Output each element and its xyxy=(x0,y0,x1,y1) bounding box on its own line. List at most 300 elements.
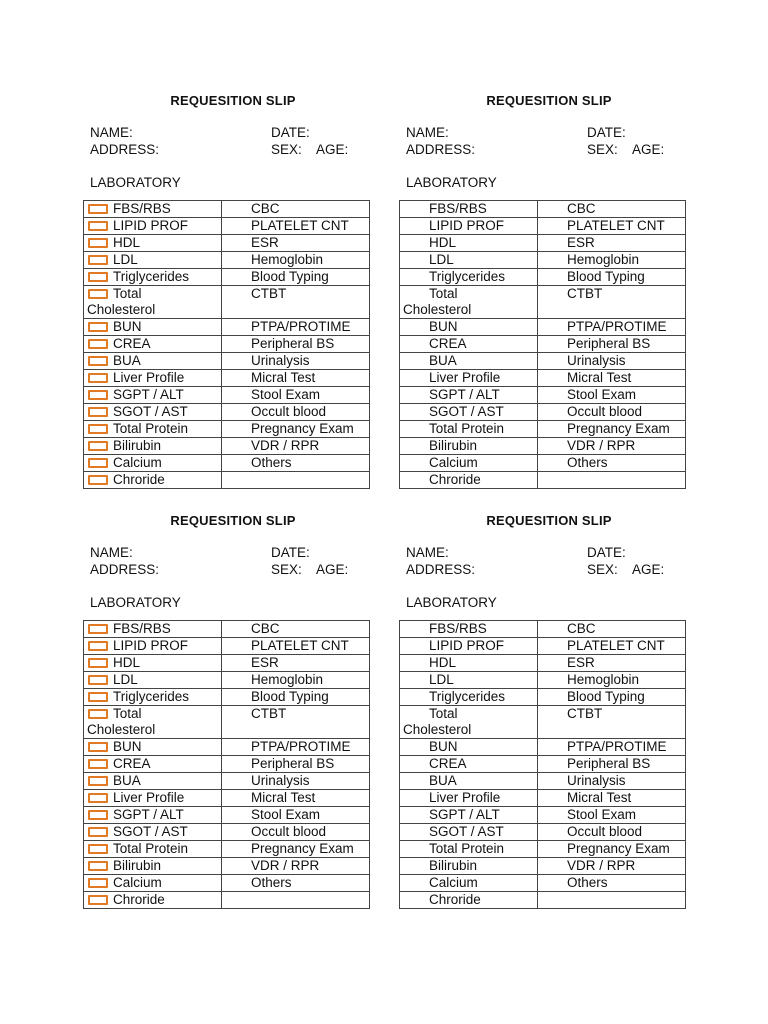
section-label: LABORATORY xyxy=(90,595,181,610)
test-table xyxy=(83,200,370,489)
test-cell-right xyxy=(222,472,370,489)
test-name: SGPT / ALT xyxy=(113,387,184,402)
checkbox-icon[interactable] xyxy=(88,742,108,752)
test-cell-left xyxy=(400,235,538,252)
test-cell-left xyxy=(400,756,538,773)
checkbox-icon[interactable] xyxy=(88,255,108,265)
test-name: Chroride xyxy=(113,472,165,487)
test-row xyxy=(400,773,686,790)
test-row xyxy=(400,824,686,841)
test-cell-right: PTPA/PROTIME xyxy=(222,739,370,756)
checkbox-icon xyxy=(404,475,424,485)
checkbox-icon[interactable] xyxy=(88,356,108,366)
test-name: FBS/RBS xyxy=(113,201,171,216)
test-name: Total Protein xyxy=(113,841,189,856)
date-label: DATE: xyxy=(587,545,626,560)
test-cell-left xyxy=(400,790,538,807)
test-row xyxy=(400,689,686,706)
checkbox-icon xyxy=(404,709,424,719)
test-name: LIPID PROF xyxy=(113,638,189,653)
test-row xyxy=(84,286,370,319)
test-cell-left xyxy=(400,218,538,235)
checkbox-icon xyxy=(404,776,424,786)
test-row xyxy=(400,655,686,672)
checkbox-icon xyxy=(404,407,424,417)
test-name: Calcium xyxy=(113,455,162,470)
test-name: BUN xyxy=(429,319,458,334)
test-cell-right: Others xyxy=(222,455,370,472)
test-cell-right: CBC xyxy=(222,621,370,638)
test-name: BUN xyxy=(429,739,458,754)
test-cell-right xyxy=(222,892,370,909)
section-label: LABORATORY xyxy=(90,175,181,190)
test-cell-right: Urinalysis xyxy=(538,353,686,370)
test-name-continued: Cholesterol xyxy=(87,302,156,317)
test-cell-left xyxy=(84,252,222,269)
test-cell-right: Others xyxy=(222,875,370,892)
test-cell-right: ESR xyxy=(222,655,370,672)
checkbox-icon xyxy=(404,204,424,214)
test-cell-left xyxy=(84,218,222,235)
checkbox-icon[interactable] xyxy=(88,424,108,434)
checkbox-icon[interactable] xyxy=(88,675,108,685)
test-name: HDL xyxy=(429,655,457,670)
address-label: ADDRESS: xyxy=(90,562,160,577)
checkbox-icon[interactable] xyxy=(88,390,108,400)
test-row xyxy=(400,807,686,824)
test-cell-left xyxy=(84,319,222,336)
test-row xyxy=(84,269,370,286)
test-cell-left xyxy=(400,892,538,909)
name-label: NAME: xyxy=(406,125,449,140)
test-row xyxy=(84,807,370,824)
test-cell-right: Blood Typing xyxy=(538,689,686,706)
test-cell-left xyxy=(400,706,538,739)
test-name: Bilirubin xyxy=(113,438,162,453)
checkbox-icon[interactable] xyxy=(88,692,108,702)
checkbox-icon xyxy=(404,759,424,769)
test-cell-right: Occult blood xyxy=(222,404,370,421)
test-cell-right: Urinalysis xyxy=(538,773,686,790)
checkbox-icon[interactable] xyxy=(88,238,108,248)
test-cell-right: CBC xyxy=(538,201,686,218)
test-row xyxy=(84,353,370,370)
checkbox-icon xyxy=(404,810,424,820)
test-cell-right: Stool Exam xyxy=(222,807,370,824)
sex-label: SEX: xyxy=(271,142,302,157)
test-name: HDL xyxy=(113,235,141,250)
test-row xyxy=(84,621,370,638)
checkbox-icon[interactable] xyxy=(88,458,108,468)
test-row xyxy=(84,218,370,235)
test-cell-left xyxy=(400,336,538,353)
checkbox-icon xyxy=(404,641,424,651)
test-cell-left xyxy=(400,655,538,672)
test-row xyxy=(84,790,370,807)
age-label: AGE: xyxy=(632,562,665,577)
test-row xyxy=(84,689,370,706)
test-row xyxy=(400,638,686,655)
slip-title: REQUESITION SLIP xyxy=(170,513,296,528)
test-row xyxy=(84,319,370,336)
checkbox-icon[interactable] xyxy=(88,441,108,451)
checkbox-icon[interactable] xyxy=(88,204,108,214)
test-name: SGOT / AST xyxy=(113,404,188,419)
checkbox-icon xyxy=(404,895,424,905)
test-row xyxy=(400,858,686,875)
test-cell-right: PTPA/PROTIME xyxy=(538,739,686,756)
test-row xyxy=(400,404,686,421)
age-label: AGE: xyxy=(316,562,349,577)
test-row xyxy=(84,336,370,353)
test-row xyxy=(84,773,370,790)
test-row xyxy=(84,756,370,773)
date-label: DATE: xyxy=(587,125,626,140)
checkbox-icon xyxy=(404,878,424,888)
test-name-continued: Cholesterol xyxy=(403,722,472,737)
test-name: Triglycerides xyxy=(429,269,506,284)
checkbox-icon[interactable] xyxy=(88,844,108,854)
test-cell-right: Blood Typing xyxy=(222,689,370,706)
test-cell-right: VDR / RPR xyxy=(222,438,370,455)
checkbox-icon xyxy=(404,356,424,366)
test-cell-right: VDR / RPR xyxy=(538,858,686,875)
checkbox-icon xyxy=(404,624,424,634)
slip-title: REQUESITION SLIP xyxy=(486,93,612,108)
test-cell-right: Blood Typing xyxy=(222,269,370,286)
test-cell-left xyxy=(400,841,538,858)
test-cell-right: ESR xyxy=(538,235,686,252)
test-row xyxy=(84,739,370,756)
test-name: BUA xyxy=(429,353,457,368)
test-cell-right: PLATELET CNT xyxy=(538,638,686,655)
test-row xyxy=(400,472,686,489)
test-cell-left xyxy=(400,689,538,706)
test-row xyxy=(84,858,370,875)
test-name: Calcium xyxy=(429,455,478,470)
test-row xyxy=(84,892,370,909)
test-cell-left xyxy=(400,875,538,892)
test-name: SGPT / ALT xyxy=(113,807,184,822)
test-name: LDL xyxy=(113,252,138,267)
test-name: Bilirubin xyxy=(429,858,478,873)
test-cell-right: Stool Exam xyxy=(538,807,686,824)
checkbox-icon[interactable] xyxy=(88,810,108,820)
checkbox-icon xyxy=(404,272,424,282)
test-name: CREA xyxy=(113,336,151,351)
address-label: ADDRESS: xyxy=(90,142,160,157)
test-row xyxy=(84,404,370,421)
test-row xyxy=(84,455,370,472)
test-cell-left xyxy=(400,286,538,319)
test-row xyxy=(400,875,686,892)
checkbox-icon xyxy=(404,844,424,854)
test-cell-left xyxy=(400,672,538,689)
test-name: CREA xyxy=(113,756,151,771)
test-cell-left xyxy=(400,638,538,655)
age-label: AGE: xyxy=(632,142,665,157)
test-cell-left xyxy=(400,387,538,404)
test-row xyxy=(400,455,686,472)
test-cell-left xyxy=(400,621,538,638)
test-name: Chroride xyxy=(429,892,481,907)
test-row xyxy=(400,421,686,438)
test-name: BUA xyxy=(113,353,141,368)
test-name: CREA xyxy=(429,756,467,771)
test-cell-left xyxy=(400,858,538,875)
test-name: Bilirubin xyxy=(429,438,478,453)
section-label: LABORATORY xyxy=(406,595,497,610)
test-cell-right: ESR xyxy=(538,655,686,672)
checkbox-icon[interactable] xyxy=(88,641,108,651)
test-name: CREA xyxy=(429,336,467,351)
test-cell-right: Peripheral BS xyxy=(538,756,686,773)
test-row xyxy=(400,739,686,756)
test-table xyxy=(83,620,370,909)
checkbox-icon xyxy=(404,441,424,451)
test-name: LDL xyxy=(113,672,138,687)
test-cell-left xyxy=(84,858,222,875)
test-cell-left xyxy=(84,706,222,739)
test-cell-right: CTBT xyxy=(538,706,686,739)
test-row xyxy=(84,252,370,269)
test-cell-right: Others xyxy=(538,455,686,472)
test-cell-right: CBC xyxy=(538,621,686,638)
slip-title: REQUESITION SLIP xyxy=(486,513,612,528)
test-row xyxy=(400,841,686,858)
test-cell-right: Pregnancy Exam xyxy=(222,841,370,858)
checkbox-icon xyxy=(404,675,424,685)
test-cell-left xyxy=(400,319,538,336)
test-cell-left xyxy=(84,655,222,672)
name-label: NAME: xyxy=(406,545,449,560)
checkbox-icon[interactable] xyxy=(88,289,108,299)
checkbox-icon xyxy=(404,458,424,468)
test-cell-left xyxy=(84,892,222,909)
checkbox-icon[interactable] xyxy=(88,861,108,871)
checkbox-icon xyxy=(404,827,424,837)
test-name: Total Protein xyxy=(113,421,189,436)
test-name: BUN xyxy=(113,739,142,754)
test-row xyxy=(400,336,686,353)
checkbox-icon[interactable] xyxy=(88,407,108,417)
sex-label: SEX: xyxy=(587,142,618,157)
test-cell-left xyxy=(400,773,538,790)
test-name: BUN xyxy=(113,319,142,334)
test-name: SGPT / ALT xyxy=(429,387,500,402)
checkbox-icon[interactable] xyxy=(88,759,108,769)
test-cell-left xyxy=(84,841,222,858)
test-cell-left xyxy=(400,353,538,370)
test-cell-left xyxy=(84,455,222,472)
test-cell-left xyxy=(400,421,538,438)
checkbox-icon[interactable] xyxy=(88,658,108,668)
test-cell-right: Micral Test xyxy=(538,790,686,807)
test-cell-right: Others xyxy=(538,875,686,892)
checkbox-icon[interactable] xyxy=(88,322,108,332)
checkbox-icon[interactable] xyxy=(88,776,108,786)
test-cell-left xyxy=(400,252,538,269)
test-cell-right: VDR / RPR xyxy=(538,438,686,455)
test-name: Liver Profile xyxy=(429,370,501,385)
checkbox-icon xyxy=(404,221,424,231)
date-label: DATE: xyxy=(271,125,310,140)
test-name: Liver Profile xyxy=(429,790,501,805)
checkbox-icon xyxy=(404,390,424,400)
name-label: NAME: xyxy=(90,545,133,560)
test-name: Chroride xyxy=(113,892,165,907)
test-table xyxy=(399,620,686,909)
test-row xyxy=(400,201,686,218)
test-cell-right: Stool Exam xyxy=(538,387,686,404)
test-cell-left xyxy=(84,739,222,756)
test-name: Total xyxy=(429,286,458,301)
test-cell-left xyxy=(84,672,222,689)
test-cell-left xyxy=(400,269,538,286)
test-row xyxy=(400,252,686,269)
slip-title: REQUESITION SLIP xyxy=(170,93,296,108)
test-cell-left xyxy=(400,201,538,218)
test-table xyxy=(399,200,686,489)
test-row xyxy=(400,353,686,370)
test-cell-right: CTBT xyxy=(538,286,686,319)
checkbox-icon[interactable] xyxy=(88,827,108,837)
test-cell-right: VDR / RPR xyxy=(222,858,370,875)
checkbox-icon xyxy=(404,793,424,803)
test-name: LIPID PROF xyxy=(429,638,505,653)
test-row xyxy=(84,672,370,689)
test-name: Liver Profile xyxy=(113,790,185,805)
test-cell-right: Pregnancy Exam xyxy=(538,841,686,858)
test-cell-right: Hemoglobin xyxy=(222,252,370,269)
test-row xyxy=(400,621,686,638)
test-cell-right: Urinalysis xyxy=(222,353,370,370)
sex-label: SEX: xyxy=(271,562,302,577)
test-cell-left xyxy=(84,807,222,824)
test-name: SGOT / AST xyxy=(429,404,504,419)
test-row xyxy=(84,655,370,672)
test-cell-right: PTPA/PROTIME xyxy=(538,319,686,336)
test-row xyxy=(400,790,686,807)
test-name: LIPID PROF xyxy=(429,218,505,233)
test-cell-left xyxy=(84,773,222,790)
test-cell-left xyxy=(84,638,222,655)
checkbox-icon xyxy=(404,861,424,871)
test-cell-left xyxy=(84,353,222,370)
test-cell-left xyxy=(400,807,538,824)
test-cell-left xyxy=(400,739,538,756)
test-cell-left xyxy=(84,472,222,489)
test-name: HDL xyxy=(429,235,457,250)
test-name: BUA xyxy=(113,773,141,788)
checkbox-icon[interactable] xyxy=(88,895,108,905)
address-label: ADDRESS: xyxy=(406,142,476,157)
checkbox-icon[interactable] xyxy=(88,878,108,888)
test-name: LDL xyxy=(429,252,454,267)
test-cell-right: Pregnancy Exam xyxy=(538,421,686,438)
test-row xyxy=(400,756,686,773)
test-cell-right xyxy=(538,472,686,489)
test-name: Total xyxy=(429,706,458,721)
test-cell-right: Occult blood xyxy=(538,404,686,421)
test-cell-right: PLATELET CNT xyxy=(222,638,370,655)
test-name: BUA xyxy=(429,773,457,788)
test-name: Liver Profile xyxy=(113,370,185,385)
test-name: SGOT / AST xyxy=(113,824,188,839)
test-name: Triglycerides xyxy=(113,689,190,704)
test-cell-left xyxy=(400,438,538,455)
checkbox-icon xyxy=(404,658,424,668)
test-row xyxy=(84,824,370,841)
test-cell-right: Hemoglobin xyxy=(538,252,686,269)
test-name: Triglycerides xyxy=(113,269,190,284)
test-cell-right: ESR xyxy=(222,235,370,252)
checkbox-icon[interactable] xyxy=(88,475,108,485)
checkbox-icon[interactable] xyxy=(88,272,108,282)
test-row xyxy=(84,201,370,218)
test-cell-right: Peripheral BS xyxy=(222,756,370,773)
test-row xyxy=(84,438,370,455)
test-row xyxy=(400,370,686,387)
test-name: SGOT / AST xyxy=(429,824,504,839)
test-cell-right: Peripheral BS xyxy=(538,336,686,353)
test-name: FBS/RBS xyxy=(113,621,171,636)
test-cell-right xyxy=(538,892,686,909)
test-cell-right: Occult blood xyxy=(538,824,686,841)
checkbox-icon xyxy=(404,238,424,248)
test-name-continued: Cholesterol xyxy=(87,722,156,737)
test-row xyxy=(400,387,686,404)
test-row xyxy=(84,638,370,655)
test-name: Total xyxy=(113,706,142,721)
test-cell-left xyxy=(400,455,538,472)
test-cell-right: PLATELET CNT xyxy=(222,218,370,235)
test-cell-left xyxy=(400,404,538,421)
checkbox-icon[interactable] xyxy=(88,793,108,803)
checkbox-icon[interactable] xyxy=(88,624,108,634)
test-cell-right: Peripheral BS xyxy=(222,336,370,353)
test-cell-right: Micral Test xyxy=(222,790,370,807)
name-label: NAME: xyxy=(90,125,133,140)
test-cell-right: PLATELET CNT xyxy=(538,218,686,235)
test-cell-left xyxy=(84,201,222,218)
checkbox-icon[interactable] xyxy=(88,373,108,383)
test-row xyxy=(84,235,370,252)
test-cell-left xyxy=(84,621,222,638)
test-cell-right: CTBT xyxy=(222,286,370,319)
checkbox-icon xyxy=(404,692,424,702)
test-cell-left xyxy=(84,824,222,841)
test-row xyxy=(400,235,686,252)
checkbox-icon[interactable] xyxy=(88,709,108,719)
test-row xyxy=(400,438,686,455)
checkbox-icon[interactable] xyxy=(88,339,108,349)
test-cell-left xyxy=(84,387,222,404)
test-name: Bilirubin xyxy=(113,858,162,873)
test-row xyxy=(84,421,370,438)
test-name: Triglycerides xyxy=(429,689,506,704)
test-cell-right: Pregnancy Exam xyxy=(222,421,370,438)
test-cell-right: Occult blood xyxy=(222,824,370,841)
test-cell-left xyxy=(84,235,222,252)
test-cell-right: Stool Exam xyxy=(222,387,370,404)
test-row xyxy=(400,319,686,336)
checkbox-icon[interactable] xyxy=(88,221,108,231)
test-row xyxy=(84,875,370,892)
test-cell-left xyxy=(84,790,222,807)
test-name: Total xyxy=(113,286,142,301)
test-row xyxy=(400,269,686,286)
